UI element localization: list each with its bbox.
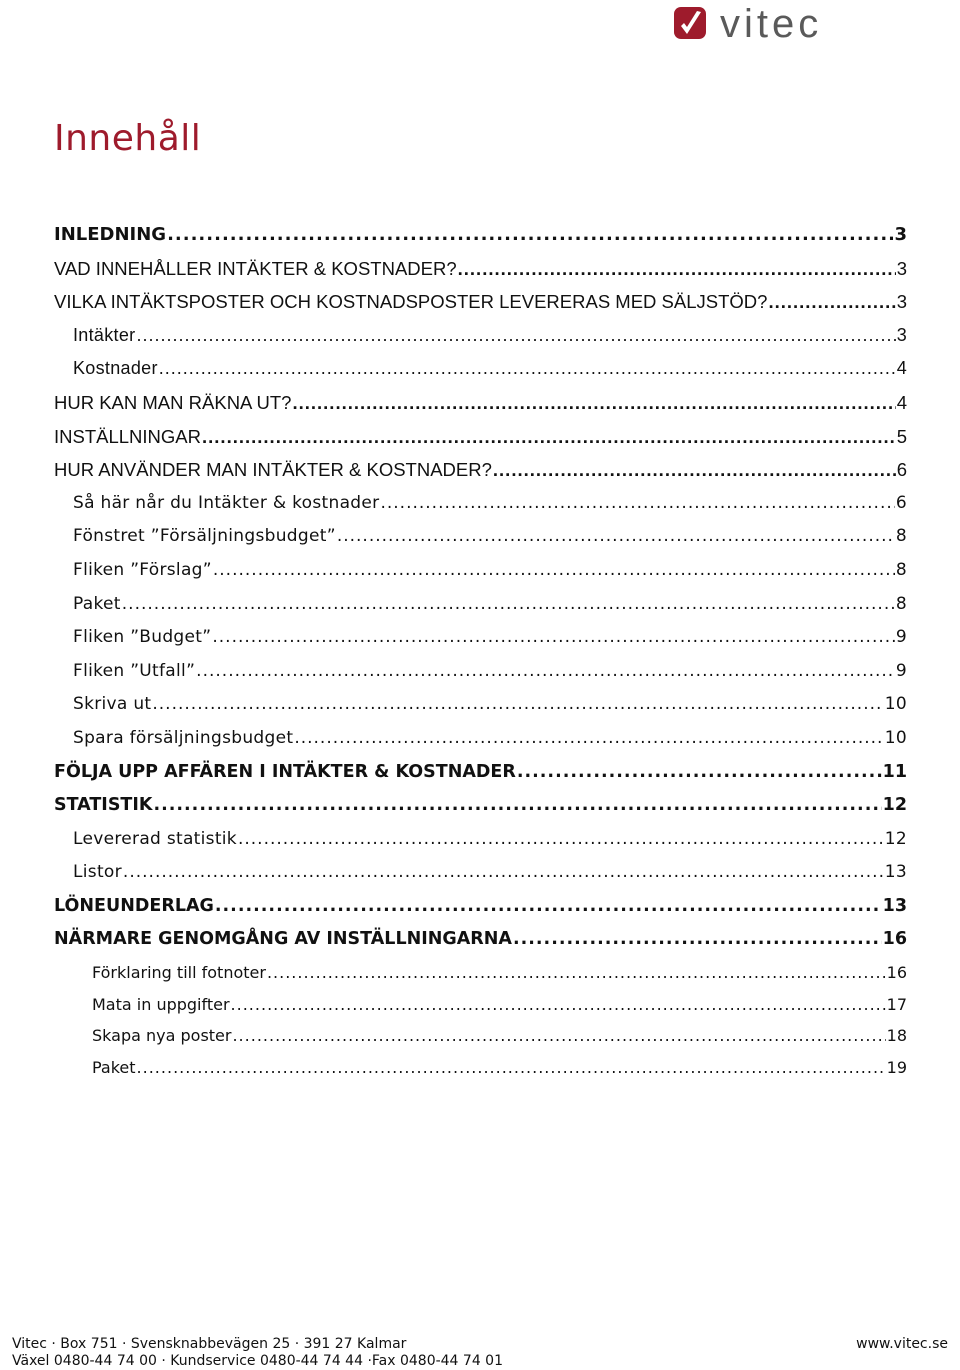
toc-entry-page: 10 [884,694,907,715]
toc-entry-page: 4 [896,358,907,379]
page-title: Innehåll [54,118,202,159]
footer-phone-numbers: Växel 0480-44 74 00 · Kundservice 0480-44 74 44 ·Fax 0480-44 74 01 [12,1353,503,1369]
toc-entry[interactable] [54,1020,907,1052]
toc-leader [152,688,883,722]
toc-entry-label: Fönstret ”Försäljningsbudget” [73,526,336,547]
toc-entry[interactable] [54,655,907,689]
toc-entry[interactable] [54,856,907,890]
toc-entry[interactable] [54,923,907,957]
toc-leader [513,923,882,957]
toc-leader [232,1020,885,1052]
toc-entry[interactable] [54,989,907,1021]
footer-address: Vitec · Box 751 · Svensknabbevägen 25 · 391 27 Kalmar [12,1336,407,1352]
toc-leader [458,252,896,286]
toc-leader [294,722,883,756]
toc-entry-label: Mata in uppgifter [92,994,230,1014]
table-of-contents [54,218,907,1083]
toc-entry[interactable] [54,352,907,386]
toc-entry-page: 16 [882,929,907,950]
logo-emblem-icon [674,7,706,39]
toc-entry[interactable] [54,520,907,554]
toc-entry[interactable] [54,957,907,989]
toc-entry-label: Fliken ”Budget” [73,627,212,648]
footer-website-link[interactable]: www.vitec.se [856,1336,948,1352]
toc-entry-label: VILKA INTÄKTSPOSTER OCH KOSTNADSPOSTER LEVERERAS MED SÄLJSTÖD? [54,291,768,313]
toc-entry[interactable] [54,1052,907,1084]
toc-entry-label: FÖLJA UPP AFFÄREN I INTÄKTER & KOSTNADER [54,761,516,782]
toc-entry-page: 12 [884,828,907,849]
toc-entry[interactable] [54,453,907,487]
toc-entry-page: 8 [895,593,907,614]
toc-entry[interactable] [54,218,907,252]
toc-leader [122,588,895,622]
toc-entry-page: 10 [884,727,907,748]
toc-entry-page: 8 [895,559,907,580]
toc-entry-label: NÄRMARE GENOMGÅNG AV INSTÄLLNINGARNA [54,929,512,950]
toc-entry[interactable] [54,756,907,790]
toc-entry-label: Levererad statistik [73,828,237,849]
toc-entry-label: Listor [73,862,122,883]
toc-entry-label: Så här når du Intäkter & kostnader [73,492,380,513]
toc-entry-label: Kostnader [73,358,158,379]
toc-entry-page: 5 [896,425,907,447]
toc-entry-label: VAD INNEHÅLLER INTÄKTER & KOSTNADER? [54,257,457,279]
toc-entry[interactable] [54,386,907,420]
toc-leader [123,856,884,890]
toc-leader [238,823,884,857]
toc-leader [380,487,894,521]
toc-entry-page: 19 [886,1057,907,1077]
page-footer [12,1336,948,1370]
toc-entry-label: LÖNEUNDERLAG [54,895,214,916]
toc-entry[interactable] [54,252,907,286]
toc-entry[interactable] [54,285,907,319]
toc-entry-page: 12 [882,795,907,816]
toc-entry[interactable] [54,420,907,454]
toc-leader [153,789,881,823]
toc-entry[interactable] [54,823,907,857]
toc-leader [212,621,895,655]
toc-leader [267,957,886,989]
toc-leader [231,989,886,1021]
toc-entry[interactable] [54,722,907,756]
toc-entry-page: 13 [882,895,907,916]
toc-leader [493,453,896,487]
toc-leader [292,386,895,420]
toc-entry-label: Paket [73,593,121,614]
toc-entry[interactable] [54,688,907,722]
toc-entry-label: Paket [92,1057,136,1077]
toc-entry-label: Fliken ”Utfall” [73,660,196,681]
toc-entry-label: HUR ANVÄNDER MAN INTÄKTER & KOSTNADER? [54,459,492,481]
toc-entry-page: 4 [896,391,907,413]
toc-entry-label: INSTÄLLNINGAR [54,425,202,447]
toc-entry-page: 18 [886,1026,907,1046]
toc-entry-label: Intäkter [73,324,136,345]
toc-entry-page: 16 [886,963,907,983]
toc-entry-page: 8 [895,526,907,547]
toc-entry[interactable] [54,487,907,521]
toc-entry-page: 3 [896,257,907,279]
toc-entry-label: INLEDNING [54,224,167,245]
toc-leader [202,420,896,454]
toc-leader [768,285,895,319]
toc-leader [337,520,895,554]
toc-entry[interactable] [54,319,907,353]
toc-entry-page: 3 [894,224,907,245]
toc-entry-label: Skapa nya poster [92,1026,232,1046]
toc-leader [167,218,893,252]
toc-entry-page: 9 [895,660,907,681]
toc-entry-page: 9 [895,627,907,648]
toc-leader [159,352,896,386]
toc-leader [136,319,895,353]
toc-entry-page: 6 [895,492,907,513]
toc-entry[interactable] [54,890,907,924]
toc-entry-page: 3 [896,291,907,313]
toc-entry-page: 6 [896,459,907,481]
toc-entry[interactable] [54,621,907,655]
toc-entry-label: Förklaring till fotnoter [92,963,266,983]
toc-entry-label: Skriva ut [73,694,152,715]
toc-entry-label: HUR KAN MAN RÄKNA UT? [54,391,292,413]
toc-leader [517,756,882,790]
toc-entry-page: 3 [896,324,907,345]
toc-leader [196,655,895,689]
toc-entry-label: Spara försäljningsbudget [73,727,294,748]
toc-entry[interactable] [54,789,907,823]
vitec-logo [672,4,932,44]
toc-entry-label: STATISTIK [54,795,153,816]
toc-leader [213,554,895,588]
logo-wordmark: vitec [720,4,823,44]
toc-entry-page: 17 [886,994,907,1014]
toc-entry[interactable] [54,554,907,588]
toc-leader [215,890,882,924]
toc-entry-page: 11 [882,761,907,782]
toc-entry[interactable] [54,588,907,622]
toc-entry-page: 13 [884,862,907,883]
toc-leader [137,1052,886,1084]
toc-entry-label: Fliken ”Förslag” [73,559,212,580]
